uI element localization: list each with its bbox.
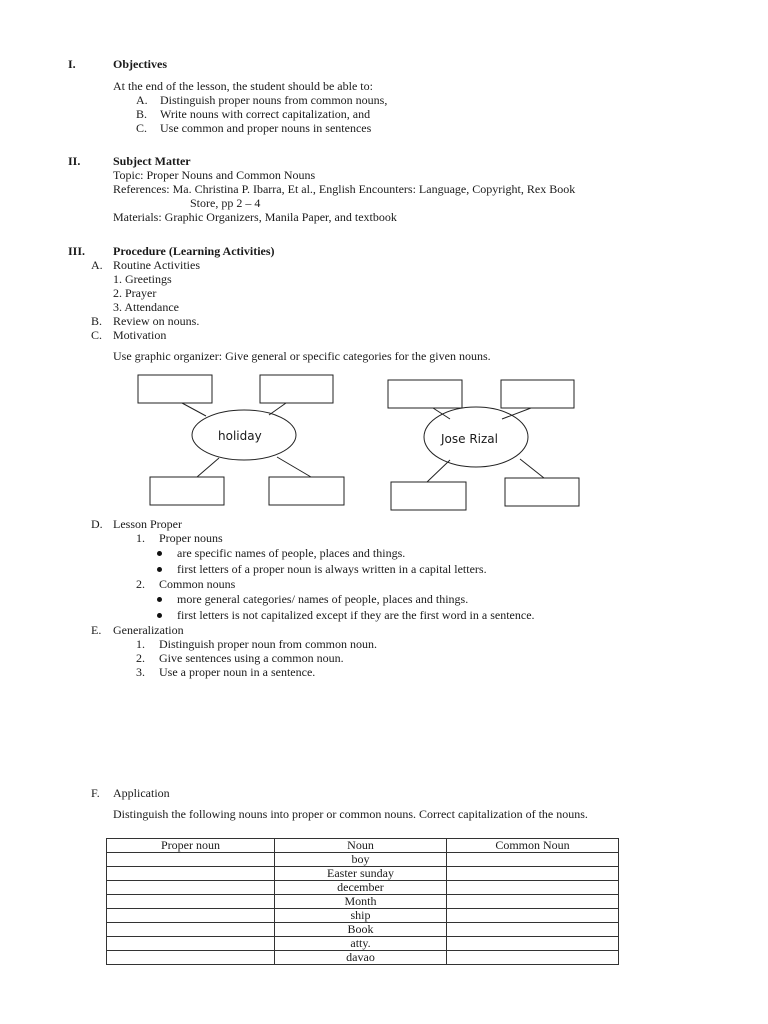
common-noun-cell[interactable]: [447, 895, 619, 909]
item-letter: F.: [91, 786, 100, 800]
subitem-number: 2.: [136, 651, 145, 665]
common-noun-cell[interactable]: [447, 923, 619, 937]
subitem-number: 1.: [136, 637, 145, 651]
organizer-blank-box: [269, 477, 344, 505]
item-letter: E.: [91, 623, 102, 637]
motivation-instructions: Use graphic organizer: Give general or specific categories for the given nouns.: [113, 349, 491, 363]
bullet-text: more general categories/ names of people, places and things.: [177, 592, 469, 606]
common-noun-cell[interactable]: [447, 853, 619, 867]
table-row: [107, 867, 619, 881]
routine-item: 3. Attendance: [113, 300, 179, 314]
noun-cell: ship: [275, 909, 447, 923]
objective-letter: C.: [136, 121, 148, 135]
materials-line: Materials: Graphic Organizers, Manila Paper, and textbook: [113, 210, 397, 224]
common-nouns-heading: Common nouns: [159, 577, 236, 591]
organizer-blank-box: [391, 482, 466, 510]
proper-noun-cell[interactable]: [107, 881, 275, 895]
common-noun-cell[interactable]: [447, 909, 619, 923]
application-heading: Application: [113, 786, 170, 800]
proper-noun-cell[interactable]: [107, 937, 275, 951]
objective-text: Use common and proper nouns in sentences: [160, 121, 372, 135]
objective-text: Write nouns with correct capitalization, and: [160, 107, 371, 121]
routine-item: 2. Prayer: [113, 286, 157, 300]
bullet-dot: [157, 613, 162, 618]
noun-cell: boy: [275, 853, 447, 867]
section-numeral-2: II.: [68, 154, 81, 168]
bullet-dot: [157, 597, 162, 602]
generalization-heading: Generalization: [113, 623, 184, 637]
proper-noun-cell[interactable]: [107, 951, 275, 965]
organizer-blank-box: [501, 380, 574, 408]
proper-noun-cell[interactable]: [107, 867, 275, 881]
noun-cell: december: [275, 881, 447, 895]
table-row: [107, 853, 619, 867]
organizer-label-jose-rizal: Jose Rizal: [441, 432, 498, 446]
item-letter: B.: [91, 314, 103, 328]
objective-letter: B.: [136, 107, 148, 121]
noun-cell: davao: [275, 951, 447, 965]
motivation-heading: Motivation: [113, 328, 167, 342]
application-table: [106, 838, 619, 965]
table-row: [107, 923, 619, 937]
bullet-text: first letters of a proper noun is always written in a capital letters.: [177, 562, 487, 576]
generalization-item: Use a proper noun in a sentence.: [159, 665, 316, 679]
subject-matter-title: Subject Matter: [113, 154, 191, 168]
table-row: [107, 909, 619, 923]
subitem-number: 1.: [136, 531, 145, 545]
generalization-item: Distinguish proper noun from common noun.: [159, 637, 377, 651]
common-noun-cell[interactable]: [447, 867, 619, 881]
organizer-label-holiday: holiday: [218, 429, 262, 443]
common-noun-cell[interactable]: [447, 937, 619, 951]
column-header: Common Noun: [447, 839, 619, 853]
references-line: References: Ma. Christina P. Ibarra, Et al., English Encounters: Language, Copyright, Rex Book: [113, 182, 576, 196]
proper-nouns-heading: Proper nouns: [159, 531, 223, 545]
bullet-dot: [157, 551, 162, 556]
noun-cell: Month: [275, 895, 447, 909]
noun-cell: atty.: [275, 937, 447, 951]
section-numeral-3: III.: [68, 244, 86, 258]
item-letter: D.: [91, 517, 103, 531]
bullet-dot: [157, 567, 162, 572]
section-numeral-1: I.: [68, 57, 76, 71]
item-letter: A.: [91, 258, 103, 272]
table-row: [107, 895, 619, 909]
objectives-intro: At the end of the lesson, the student should be able to:: [113, 79, 373, 93]
column-header: Noun: [275, 839, 447, 853]
table-row: [107, 881, 619, 895]
routine-item: 1. Greetings: [113, 272, 172, 286]
organizer-blank-box: [150, 477, 224, 505]
subitem-number: 2.: [136, 577, 145, 591]
subitem-number: 3.: [136, 665, 145, 679]
proper-noun-cell[interactable]: [107, 923, 275, 937]
bullet-text: are specific names of people, places and things.: [177, 546, 406, 560]
item-letter: C.: [91, 328, 103, 342]
organizer-blank-box: [388, 380, 462, 408]
objective-letter: A.: [136, 93, 148, 107]
procedure-title: Procedure (Learning Activities): [113, 244, 275, 258]
objectives-title: Objectives: [113, 57, 167, 71]
table-row: [107, 937, 619, 951]
proper-noun-cell[interactable]: [107, 895, 275, 909]
proper-noun-cell[interactable]: [107, 909, 275, 923]
references-continued: Store, pp 2 – 4: [190, 196, 261, 210]
objective-text: Distinguish proper nouns from common nouns,: [160, 93, 388, 107]
organizer-blank-box: [260, 375, 333, 403]
generalization-item: Give sentences using a common noun.: [159, 651, 344, 665]
topic-line: Topic: Proper Nouns and Common Nouns: [113, 168, 316, 182]
common-noun-cell[interactable]: [447, 881, 619, 895]
table-row: [107, 951, 619, 965]
review-heading: Review on nouns.: [113, 314, 200, 328]
application-instructions: Distinguish the following nouns into proper or common nouns. Correct capitalization of the nouns.: [113, 807, 588, 821]
noun-cell: Easter sunday: [275, 867, 447, 881]
common-noun-cell[interactable]: [447, 951, 619, 965]
organizer-blank-box: [505, 478, 579, 506]
routine-activities-heading: Routine Activities: [113, 258, 200, 272]
column-header: Proper noun: [107, 839, 275, 853]
bullet-text: first letters is not capitalized except if they are the first word in a sentence.: [177, 608, 535, 622]
organizer-blank-box: [138, 375, 212, 403]
lesson-proper-heading: Lesson Proper: [113, 517, 182, 531]
proper-noun-cell[interactable]: [107, 853, 275, 867]
noun-cell: Book: [275, 923, 447, 937]
